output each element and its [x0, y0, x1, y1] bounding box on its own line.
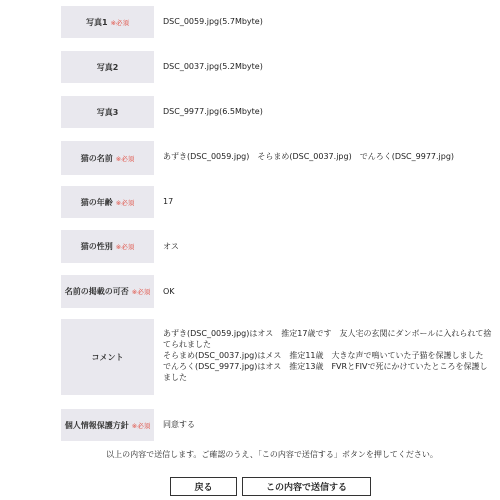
- label-privacy-policy: 個人情報保護方針 ※必須: [61, 409, 154, 441]
- required-mark: ※必須: [131, 288, 151, 296]
- value-cat-sex: オス: [163, 242, 179, 251]
- submit-button[interactable]: この内容で送信する: [242, 477, 371, 496]
- comment-line: でんろく(DSC_9977.jpg)はオス 推定13歳 FVRとFIVで死にかけていたところを保護しました: [163, 362, 488, 382]
- value-cat-names: あずき(DSC_0059.jpg) そらまめ(DSC_0037.jpg) でんろく(DSC_9977.jpg): [163, 152, 455, 161]
- value-photo3: DSC_9977.jpg(6.5Mbyte): [163, 107, 263, 116]
- label-cat-names: 猫の名前 ※必須: [61, 141, 154, 175]
- value-photo1: DSC_0059.jpg(5.7Mbyte): [163, 17, 263, 26]
- required-mark: ※必須: [115, 198, 135, 207]
- label-photo2: 写真2: [61, 51, 154, 83]
- value-cat-age: 17: [163, 197, 174, 206]
- confirm-message: 以上の内容で送信します。ご確認のうえ、「この内容で送信する」ボタンを押してください。: [106, 450, 438, 459]
- required-mark: ※必須: [115, 154, 135, 163]
- value-photo2: DSC_0037.jpg(5.2Mbyte): [163, 62, 263, 71]
- comment-line: そらまめ(DSC_0037.jpg)はメス 推定11歳 大きな声で鳴いていた子猫を保護しました: [163, 351, 484, 360]
- required-mark: ※必須: [115, 243, 135, 251]
- required-mark: ※必須: [110, 18, 130, 27]
- label-photo1: 写真1 ※必須: [61, 6, 154, 38]
- value-comment: [163, 328, 493, 383]
- label-photo3: 写真3: [61, 96, 154, 128]
- label-cat-sex: 猫の性別 ※必須: [61, 230, 154, 263]
- label-comment: コメント: [61, 319, 154, 395]
- comment-line: あずき(DSC_0059.jpg)はオス 推定17歳です 友人宅の玄関にダンボールに入れられて捨てられました: [163, 329, 492, 349]
- label-cat-age: 猫の年齢 ※必須: [61, 186, 154, 218]
- required-mark: ※必須: [131, 421, 151, 430]
- value-privacy-policy: 同意する: [163, 420, 195, 429]
- label-name-publish: 名前の掲載の可否 ※必須: [61, 275, 154, 308]
- back-button[interactable]: 戻る: [170, 477, 237, 496]
- value-name-publish: OK: [163, 287, 175, 296]
